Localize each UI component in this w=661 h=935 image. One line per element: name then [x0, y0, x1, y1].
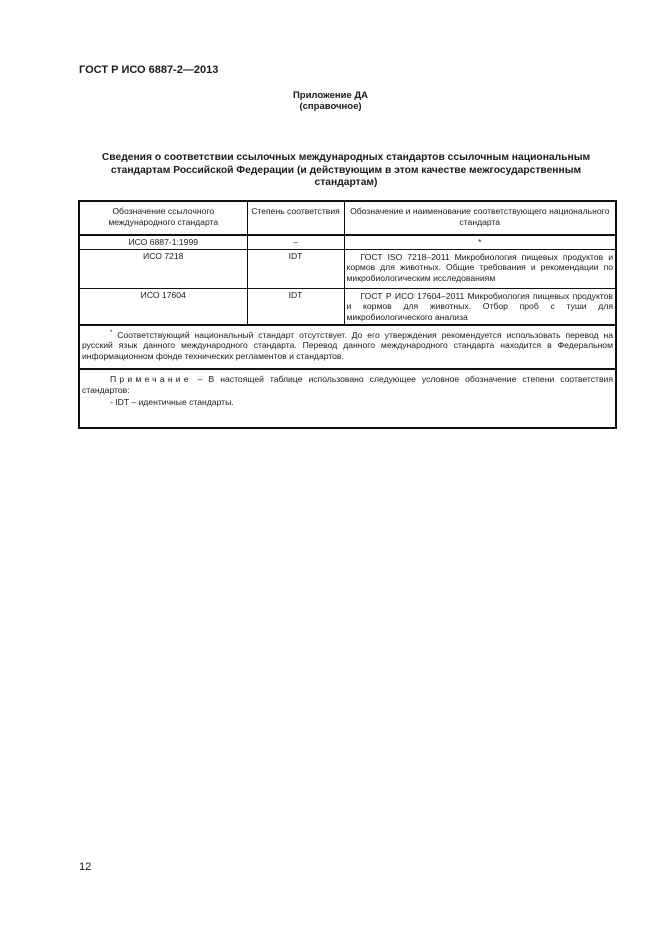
cell-degree: IDT	[247, 288, 344, 325]
column-header-intl: Обозначение ссылочного международного стандарта	[79, 201, 247, 235]
annex-subtitle: (справочное)	[299, 101, 362, 112]
column-header-national: Обозначение и наименование соответствующего национального стандарта	[344, 201, 616, 235]
note	[79, 369, 616, 428]
footnote	[79, 325, 616, 369]
table-title: Сведения о соответствии ссылочных международных стандартов ссылочным национальным стандартам Российской Федерации (и действующим в этом качестве межгосударственным стандартам)	[101, 152, 591, 188]
footnote-text: Соответствующий национальный стандарт отсутствует. До его утверждения рекомендуется использовать перевод на русский язык данного международного стандарта. Перевод данного международного стандарта находится в Федеральном информационном фонде технических регламентов и стандартов.	[82, 329, 613, 361]
cell-intl: ИСО 7218	[79, 249, 247, 288]
cell-national: *	[344, 235, 616, 249]
footnote-mark: *	[110, 330, 113, 336]
cell-degree: IDT	[247, 249, 344, 288]
table-row	[79, 288, 616, 325]
cell-intl: ИСО 6887-1:1999	[79, 235, 247, 249]
annex-title: Приложение ДА	[292, 90, 369, 101]
table-header-row	[79, 201, 616, 235]
note-label: Примечание	[110, 374, 192, 384]
table-row	[79, 235, 616, 249]
cell-national: ГОСТ ISO 7218–2011 Микробиология пищевых продуктов и кормов для животных. Общие требования и рекомендации по микробиологическим исследованиям	[344, 249, 616, 288]
cell-national: ГОСТ Р ИСО 17604–2011 Микробиология пищевых продуктов и кормов для животных. Отбор проб с туши для микробиологического анализа	[344, 288, 616, 325]
document-code: ГОСТ Р ИСО 6887-2—2013	[79, 64, 219, 76]
note-item: - IDT – идентичные стандарты.	[110, 397, 234, 407]
page-number: 12	[79, 861, 92, 873]
cell-intl: ИСО 17604	[79, 288, 247, 325]
annex-heading	[0, 90, 661, 112]
note-text: – В настоящей таблице использовано следующее условное обозначение степени соответствия стандартов:	[82, 374, 613, 395]
column-header-degree: Степень соответствия	[247, 201, 344, 235]
note-paragraph	[82, 370, 613, 395]
correspondence-table	[78, 200, 617, 429]
footnote-row	[79, 325, 616, 369]
note-row	[79, 369, 616, 428]
table-row	[79, 249, 616, 288]
cell-degree: –	[247, 235, 344, 249]
